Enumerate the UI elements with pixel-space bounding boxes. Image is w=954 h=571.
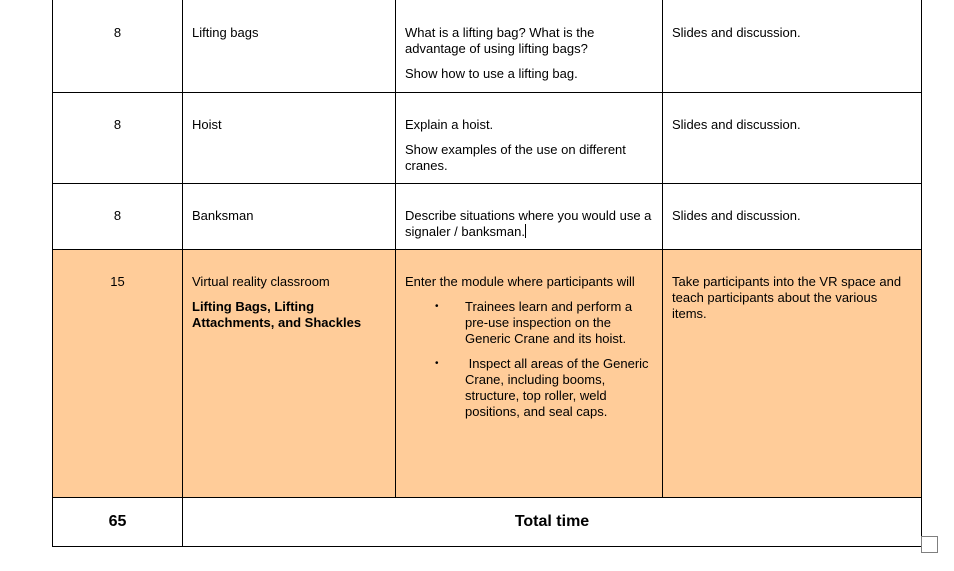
method-cell[interactable] xyxy=(663,0,922,93)
time-value: 8 xyxy=(113,25,122,40)
content-text: Describe situations where you would use a signaler / banksman. xyxy=(405,208,652,239)
method-text: Slides and discussion. xyxy=(672,208,801,223)
time-value: 8 xyxy=(113,208,122,223)
content-cell[interactable] xyxy=(396,184,663,250)
content-cell[interactable] xyxy=(396,250,663,498)
table-row xyxy=(53,0,922,93)
method-text: Slides and discussion. xyxy=(672,25,801,40)
content-paragraph: Explain a hoist. xyxy=(405,117,494,132)
table-row xyxy=(53,184,922,250)
topic-cell[interactable] xyxy=(183,93,396,184)
bullet-list xyxy=(405,299,653,420)
table-row xyxy=(53,93,922,184)
bullet-text: Inspect all areas of the Generic Crane, including booms, structure, top roller, weld positions, and seal caps. xyxy=(465,356,653,419)
bullet-icon: • xyxy=(435,358,439,369)
total-row xyxy=(53,498,922,547)
method-text: Slides and discussion. xyxy=(672,117,801,132)
time-cell[interactable] xyxy=(53,0,183,93)
topic-cell[interactable] xyxy=(183,250,396,498)
table-resize-handle[interactable] xyxy=(921,536,938,553)
topic-cell[interactable] xyxy=(183,184,396,250)
total-time-cell[interactable] xyxy=(53,498,183,547)
time-value: 15 xyxy=(110,274,125,289)
list-item xyxy=(405,356,653,420)
list-item xyxy=(405,299,653,347)
content-paragraph: Show how to use a lifting bag. xyxy=(405,66,578,81)
time-cell[interactable] xyxy=(53,93,183,184)
content-intro: Enter the module where participants will xyxy=(405,274,635,289)
total-label: Total time xyxy=(514,513,590,530)
time-cell[interactable] xyxy=(53,184,183,250)
topic-bold-text: Lifting Bags, Lifting Attachments, and Shackles xyxy=(192,299,362,330)
content-paragraph xyxy=(405,208,653,240)
bullet-text: Trainees learn and perform a pre-use inspection on the Generic Crane and its hoist. xyxy=(465,299,633,346)
method-cell[interactable] xyxy=(663,93,922,184)
bullet-icon: • xyxy=(435,301,439,312)
total-time-value: 65 xyxy=(108,513,127,530)
content-cell[interactable] xyxy=(396,93,663,184)
topic-text: Hoist xyxy=(192,117,222,132)
total-label-cell[interactable] xyxy=(183,498,922,547)
method-cell[interactable] xyxy=(663,250,922,498)
session-plan-table xyxy=(52,0,922,547)
time-value: 8 xyxy=(113,117,122,132)
table-row-highlighted xyxy=(53,250,922,498)
content-paragraph: What is a lifting bag? What is the advantage of using lifting bags? xyxy=(405,25,595,56)
time-cell[interactable] xyxy=(53,250,183,498)
text-cursor xyxy=(525,224,526,238)
content-cell[interactable] xyxy=(396,0,663,93)
content-paragraph: Show examples of the use on different cranes. xyxy=(405,142,626,173)
method-cell[interactable] xyxy=(663,184,922,250)
topic-text: Lifting bags xyxy=(192,25,259,40)
topic-text: Banksman xyxy=(192,208,254,223)
topic-cell[interactable] xyxy=(183,0,396,93)
topic-text: Virtual reality classroom xyxy=(192,274,330,289)
method-text: Take participants into the VR space and teach participants about the various items. xyxy=(672,274,902,321)
